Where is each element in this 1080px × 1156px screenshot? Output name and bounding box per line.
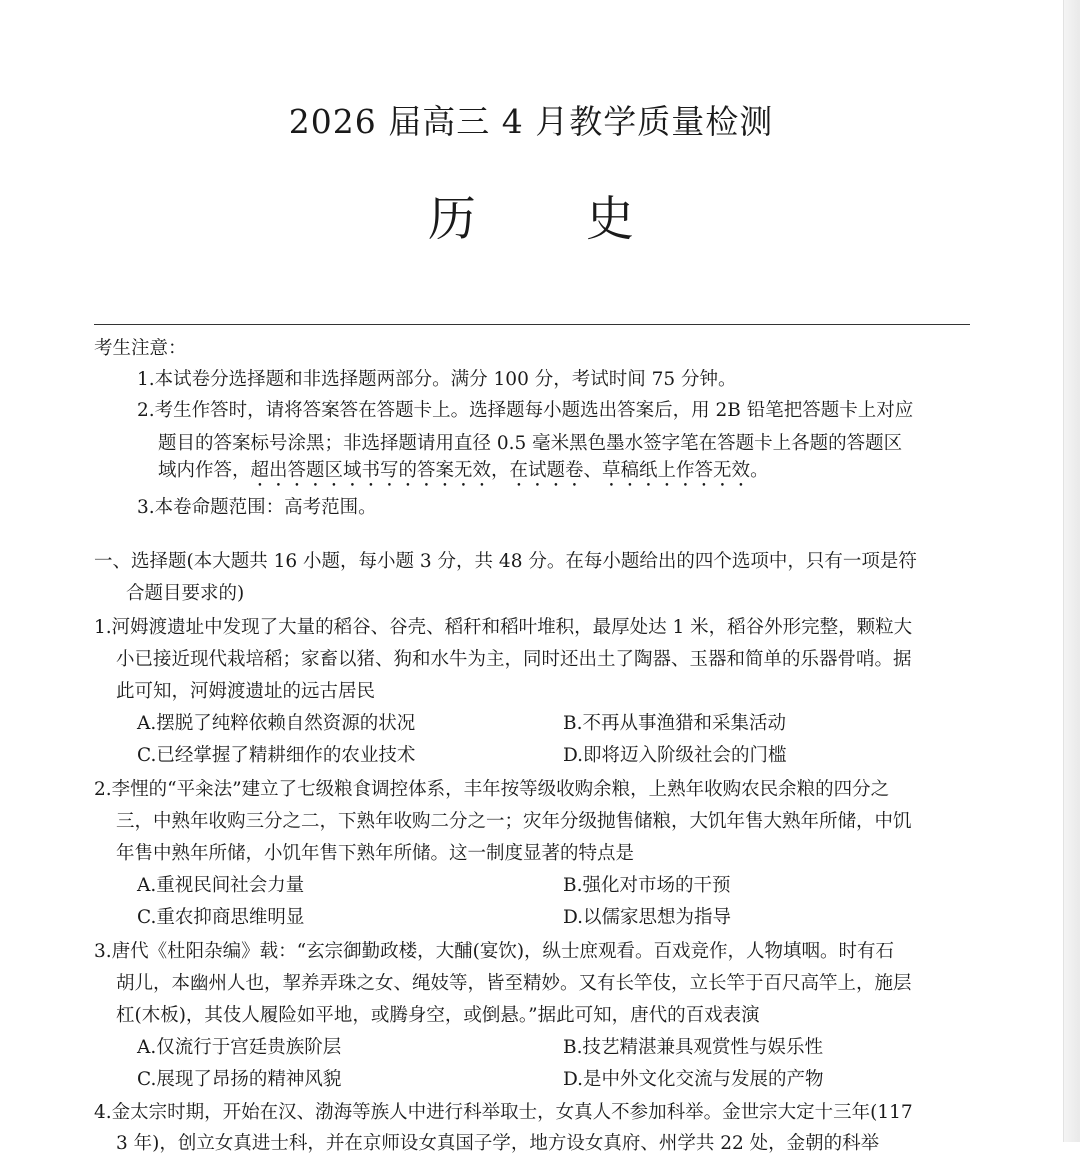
question-3-option-d: D.是中外文化交流与发展的产物 [563, 1069, 824, 1090]
question-3-option-a: A.仅流行于宫廷贵族阶层 [137, 1037, 342, 1058]
notice-item-2-line-1: 2.考生作答时，请将答案答在答题卡上。选择题每小题选出答案后，用 2B 铅笔把答题卡上对应 [137, 400, 914, 421]
notice-heading: 考生注意： [94, 338, 187, 359]
notice-text: 域内作答， [158, 460, 251, 481]
emphasis-text: 在试题卷、草稿纸上作答无效 [509, 460, 751, 481]
notice-item-2-line-2: 题目的答案标号涂黑；非选择题请用直径 0.5 毫米黑色墨水签字笔在答题卡上各题的答题区 [158, 433, 903, 454]
question-2-line-2: 三，中熟年收购三分之二，下熟年收购二分之一；灾年分级抛售储粮，大饥年售大熟年所储，中饥 [116, 811, 912, 832]
question-2-option-b: B.强化对市场的干预 [563, 875, 731, 896]
notice-text: ， [491, 460, 510, 481]
question-2-option-d: D.以儒家思想为指导 [563, 907, 732, 928]
question-1-option-c: C.已经掌握了精耕细作的农业技术 [137, 745, 416, 766]
question-1-line-1: 1.河姆渡遗址中发现了大量的稻谷、谷壳、稻秆和稻叶堆积，最厚处达 1 米，稻谷外形完整，颗粒大 [94, 617, 913, 638]
question-3-line-2: 胡儿，本幽州人也，挈养弄珠之女、绳妓等，皆至精妙。又有长竿伎，立长竿于百尺高竿上，施层 [116, 973, 912, 994]
section-heading-line-1: 一、选择题(本大题共 16 小题，每小题 3 分，共 48 分。在每小题给出的四个选项中，只有一项是符 [94, 551, 917, 572]
exam-title: 2026 届高三 4 月教学质量检测 [288, 102, 774, 141]
question-3-option-b: B.技艺精湛兼具观赏性与娱乐性 [563, 1037, 823, 1058]
question-3-line-3: 杠(木板)，其伎人履险如平地，或腾身空，或倒悬。”据此可知，唐代的百戏表演 [116, 1005, 760, 1026]
notice-text: 。 [750, 460, 769, 481]
emphasis-text: 超出答题区域书写的答案无效 [250, 460, 492, 481]
subject-char-2: 史 [586, 191, 635, 247]
question-2-line-1: 2.李悝的“平籴法”建立了七级粮食调控体系，丰年按等级收购余粮，上熟年收购农民余粮的四分之 [94, 779, 890, 800]
question-3-line-1: 3.唐代《杜阳杂编》载：“玄宗御勤政楼，大酺(宴饮)，纵士庶观看。百戏竞作，人物填咽。时有石 [94, 941, 895, 962]
question-4-line-2: 3 年)，创立女真进士科，并在京师设女真国子学，地方设女真府、州学共 22 处，金朝的科举 [116, 1133, 880, 1154]
header-divider [94, 324, 970, 325]
question-4-line-1: 4.金太宗时期，开始在汉、渤海等族人中进行科举取士，女真人不参加科举。金世宗大定十三年(117 [94, 1102, 913, 1123]
question-1-line-3: 此可知，河姆渡遗址的远古居民 [116, 681, 376, 702]
question-1-option-b: B.不再从事渔猎和采集活动 [563, 713, 786, 734]
question-1-option-a: A.摆脱了纯粹依赖自然资源的状况 [137, 713, 416, 734]
subject-title [0, 180, 1062, 249]
question-3-option-c: C.展现了昂扬的精神风貌 [137, 1069, 342, 1090]
question-2-option-a: A.重视民间社会力量 [137, 875, 305, 896]
question-2-option-c: C.重农抑商思维明显 [137, 907, 305, 928]
question-1-option-d: D.即将迈入阶级社会的门槛 [563, 745, 787, 766]
notice-item-2-line-3 [158, 459, 769, 491]
notice-item-3: 3.本卷命题范围：高考范围。 [137, 497, 377, 518]
question-2-line-3: 年售中熟年所储，小饥年售下熟年所储。这一制度显著的特点是 [116, 843, 635, 864]
question-1-line-2: 小已接近现代栽培稻；家畜以猪、狗和水牛为主，同时还出土了陶器、玉器和简单的乐器骨哨。据 [116, 649, 912, 670]
notice-item-1: 1.本试卷分选择题和非选择题两部分。满分 100 分，考试时间 75 分钟。 [137, 369, 737, 390]
subject-char-1: 历 [427, 191, 476, 247]
page-right-edge [1063, 0, 1080, 1142]
section-heading-line-2: 合题目要求的) [126, 583, 245, 604]
